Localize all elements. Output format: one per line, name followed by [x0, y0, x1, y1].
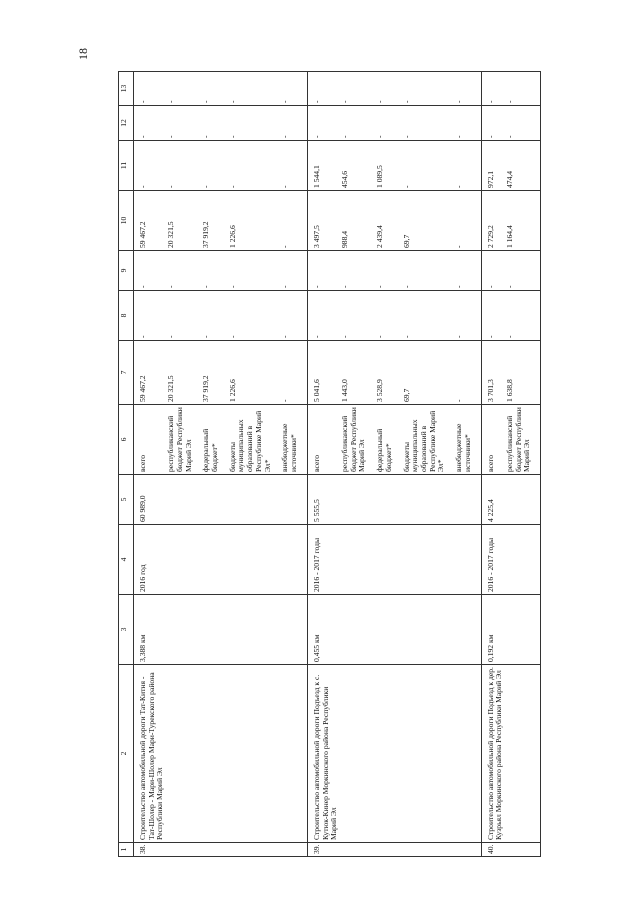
- amount-c8: -: [340, 291, 375, 341]
- funding-source: бюджеты муниципальных образований в Республике Марий Эл*: [228, 405, 281, 475]
- amount-c13: -: [280, 72, 307, 106]
- table-row: [375, 72, 401, 857]
- amount-c12: -: [402, 106, 455, 141]
- amount-c8: -: [280, 291, 307, 341]
- table-row: [340, 72, 375, 857]
- amount-c13: -: [307, 72, 340, 106]
- amount-c12: -: [340, 106, 375, 141]
- construction-period: 2016 год: [134, 525, 167, 595]
- amount-c8: -: [166, 291, 201, 341]
- estimated-cost: [228, 475, 281, 525]
- amount-c10: 1 226,6: [228, 191, 281, 251]
- amount-c9: -: [134, 251, 167, 291]
- table-row: [307, 72, 340, 857]
- column-number-header: 7: [119, 341, 134, 405]
- amount-c11: 972,1: [481, 141, 505, 191]
- amount-c7: 1 638,8: [505, 341, 541, 405]
- amount-c12: -: [375, 106, 401, 141]
- amount-c8: -: [134, 291, 167, 341]
- amount-c7: 59 467,2: [134, 341, 167, 405]
- amount-c11: -: [228, 141, 281, 191]
- construction-period: [166, 525, 201, 595]
- object-name: [505, 665, 541, 843]
- amount-c9: -: [402, 251, 455, 291]
- amount-c11: 474,4: [505, 141, 541, 191]
- construction-period: [340, 525, 375, 595]
- object-name: [402, 665, 455, 843]
- amount-c8: -: [505, 291, 541, 341]
- column-number-header: 11: [119, 141, 134, 191]
- amount-c12: -: [454, 106, 481, 141]
- column-number-header: 9: [119, 251, 134, 291]
- amount-c13: -: [505, 72, 541, 106]
- amount-c9: -: [228, 251, 281, 291]
- amount-c10: 59 467,2: [134, 191, 167, 251]
- table-row: [201, 72, 227, 857]
- amount-c8: -: [402, 291, 455, 341]
- estimated-cost: 4 225,4: [481, 475, 505, 525]
- column-number-row: [119, 72, 134, 857]
- amount-c12: -: [228, 106, 281, 141]
- amount-c10: 988,4: [340, 191, 375, 251]
- amount-c13: -: [134, 72, 167, 106]
- row-number: [340, 843, 375, 857]
- amount-c10: 20 321,5: [166, 191, 201, 251]
- column-number-header: 5: [119, 475, 134, 525]
- amount-c13: -: [402, 72, 455, 106]
- amount-c12: -: [201, 106, 227, 141]
- object-name: [375, 665, 401, 843]
- funding-source: республиканский бюджет Республики Марий Эл: [166, 405, 201, 475]
- amount-c11: -: [402, 141, 455, 191]
- amount-c8: -: [201, 291, 227, 341]
- row-number: [505, 843, 541, 857]
- rotated-table-container: [118, 72, 550, 857]
- estimated-cost: 60 989,0: [134, 475, 167, 525]
- estimated-cost: [201, 475, 227, 525]
- amount-c7: -: [454, 341, 481, 405]
- amount-c9: -: [375, 251, 401, 291]
- row-number: 40.: [481, 843, 505, 857]
- object-name: Строительство автомобильной дороги Подъезд к дер. Кузрьял Моркинского района Республики Марий Эл: [481, 665, 505, 843]
- amount-c12: -: [134, 106, 167, 141]
- road-length: 3,388 км: [134, 595, 167, 665]
- object-name: [228, 665, 281, 843]
- construction-period: 2016 - 2017 годы: [307, 525, 340, 595]
- road-length: [375, 595, 401, 665]
- amount-c10: 2 729,2: [481, 191, 505, 251]
- amount-c10: -: [454, 191, 481, 251]
- road-length: [340, 595, 375, 665]
- amount-c7: 5 041,6: [307, 341, 340, 405]
- object-name: [454, 665, 481, 843]
- column-number-header: 13: [119, 72, 134, 106]
- funding-source: внебюджетные источники*: [280, 405, 307, 475]
- amount-c11: 454,6: [340, 141, 375, 191]
- amount-c12: -: [307, 106, 340, 141]
- road-length: 0,192 км: [481, 595, 505, 665]
- row-number: [402, 843, 455, 857]
- object-name: [201, 665, 227, 843]
- amount-c7: 37 919,2: [201, 341, 227, 405]
- estimated-cost: [375, 475, 401, 525]
- amount-c9: -: [505, 251, 541, 291]
- table-row: [166, 72, 201, 857]
- column-number-header: 4: [119, 525, 134, 595]
- funding-source: республиканский бюджет Республики Марий Эл: [505, 405, 541, 475]
- construction-period: [375, 525, 401, 595]
- column-number-header: 10: [119, 191, 134, 251]
- amount-c13: -: [228, 72, 281, 106]
- amount-c9: -: [454, 251, 481, 291]
- row-number: [166, 843, 201, 857]
- road-length: [166, 595, 201, 665]
- amount-c10: 69,7: [402, 191, 455, 251]
- estimated-cost: [505, 475, 541, 525]
- construction-period: [228, 525, 281, 595]
- funding-source: федеральный бюджет*: [375, 405, 401, 475]
- construction-period: [201, 525, 227, 595]
- table-row: [402, 72, 455, 857]
- object-name: Строительство автомобильной дороги Тат-Китня - Тат-Шолер - Мари-Шолер Мари-Турекского района Республики Марий Эл: [134, 665, 167, 843]
- construction-period: [402, 525, 455, 595]
- amount-c10: 1 164,4: [505, 191, 541, 251]
- amount-c12: -: [280, 106, 307, 141]
- amount-c11: 1 544,1: [307, 141, 340, 191]
- estimated-cost: [166, 475, 201, 525]
- amount-c10: 3 497,5: [307, 191, 340, 251]
- funding-source: всего: [481, 405, 505, 475]
- amount-c9: -: [307, 251, 340, 291]
- road-length: [454, 595, 481, 665]
- row-number: [201, 843, 227, 857]
- amount-c7: 20 321,5: [166, 341, 201, 405]
- amount-c9: -: [280, 251, 307, 291]
- amount-c10: 37 919,2: [201, 191, 227, 251]
- amount-c12: -: [505, 106, 541, 141]
- road-length: [228, 595, 281, 665]
- amount-c11: -: [280, 141, 307, 191]
- column-number-header: 1: [119, 843, 134, 857]
- row-number: 39.: [307, 843, 340, 857]
- estimated-cost: [340, 475, 375, 525]
- object-name: [166, 665, 201, 843]
- road-length: 0,455 км: [307, 595, 340, 665]
- amount-c8: -: [454, 291, 481, 341]
- column-number-header: 12: [119, 106, 134, 141]
- amount-c10: 2 439,4: [375, 191, 401, 251]
- funding-source: всего: [134, 405, 167, 475]
- amount-c8: -: [307, 291, 340, 341]
- table-row: [280, 72, 307, 857]
- construction-period: [454, 525, 481, 595]
- estimated-cost: 5 555,5: [307, 475, 340, 525]
- amount-c7: -: [280, 341, 307, 405]
- row-number: [454, 843, 481, 857]
- estimated-cost: [402, 475, 455, 525]
- table-row: [228, 72, 281, 857]
- amount-c13: -: [481, 72, 505, 106]
- estimated-cost: [454, 475, 481, 525]
- object-name: [340, 665, 375, 843]
- funding-source: бюджеты муниципальных образований в Республике Марий Эл*: [402, 405, 455, 475]
- table-row: [505, 72, 541, 857]
- amount-c8: -: [481, 291, 505, 341]
- amount-c11: 1 089,5: [375, 141, 401, 191]
- amount-c11: -: [201, 141, 227, 191]
- amount-c9: -: [166, 251, 201, 291]
- table-row: [454, 72, 481, 857]
- amount-c9: -: [481, 251, 505, 291]
- financing-table: [118, 71, 541, 857]
- road-length: [201, 595, 227, 665]
- amount-c7: 69,7: [402, 341, 455, 405]
- column-number-header: 2: [119, 665, 134, 843]
- row-number: [280, 843, 307, 857]
- page-number: 18: [76, 48, 90, 60]
- amount-c12: -: [481, 106, 505, 141]
- amount-c11: -: [454, 141, 481, 191]
- row-number: 38.: [134, 843, 167, 857]
- column-number-header: 8: [119, 291, 134, 341]
- object-name: [280, 665, 307, 843]
- amount-c8: -: [228, 291, 281, 341]
- amount-c13: -: [166, 72, 201, 106]
- column-number-header: 6: [119, 405, 134, 475]
- table-row: [481, 72, 505, 857]
- amount-c9: -: [201, 251, 227, 291]
- table-body: [134, 72, 541, 857]
- amount-c13: -: [340, 72, 375, 106]
- amount-c7: 1 443,0: [340, 341, 375, 405]
- funding-source: федеральный бюджет*: [201, 405, 227, 475]
- amount-c11: -: [134, 141, 167, 191]
- road-length: [505, 595, 541, 665]
- funding-source: внебюджетные источники*: [454, 405, 481, 475]
- funding-source: республиканский бюджет Республики Марий Эл: [340, 405, 375, 475]
- amount-c13: -: [454, 72, 481, 106]
- amount-c7: 3 528,9: [375, 341, 401, 405]
- amount-c12: -: [166, 106, 201, 141]
- row-number: [228, 843, 281, 857]
- amount-c13: -: [375, 72, 401, 106]
- amount-c11: -: [166, 141, 201, 191]
- amount-c9: -: [340, 251, 375, 291]
- object-name: Строительство автомобильной дороги Подъезд к с. Кутюк-Кинер Моркинского района Республики Марий Эл: [307, 665, 340, 843]
- table-row: [134, 72, 167, 857]
- road-length: [402, 595, 455, 665]
- estimated-cost: [280, 475, 307, 525]
- funding-source: всего: [307, 405, 340, 475]
- row-number: [375, 843, 401, 857]
- amount-c8: -: [375, 291, 401, 341]
- amount-c13: -: [201, 72, 227, 106]
- construction-period: 2016 - 2017 годы: [481, 525, 505, 595]
- amount-c7: 3 701,3: [481, 341, 505, 405]
- amount-c10: -: [280, 191, 307, 251]
- column-number-header: 3: [119, 595, 134, 665]
- construction-period: [505, 525, 541, 595]
- amount-c7: 1 226,6: [228, 341, 281, 405]
- road-length: [280, 595, 307, 665]
- construction-period: [280, 525, 307, 595]
